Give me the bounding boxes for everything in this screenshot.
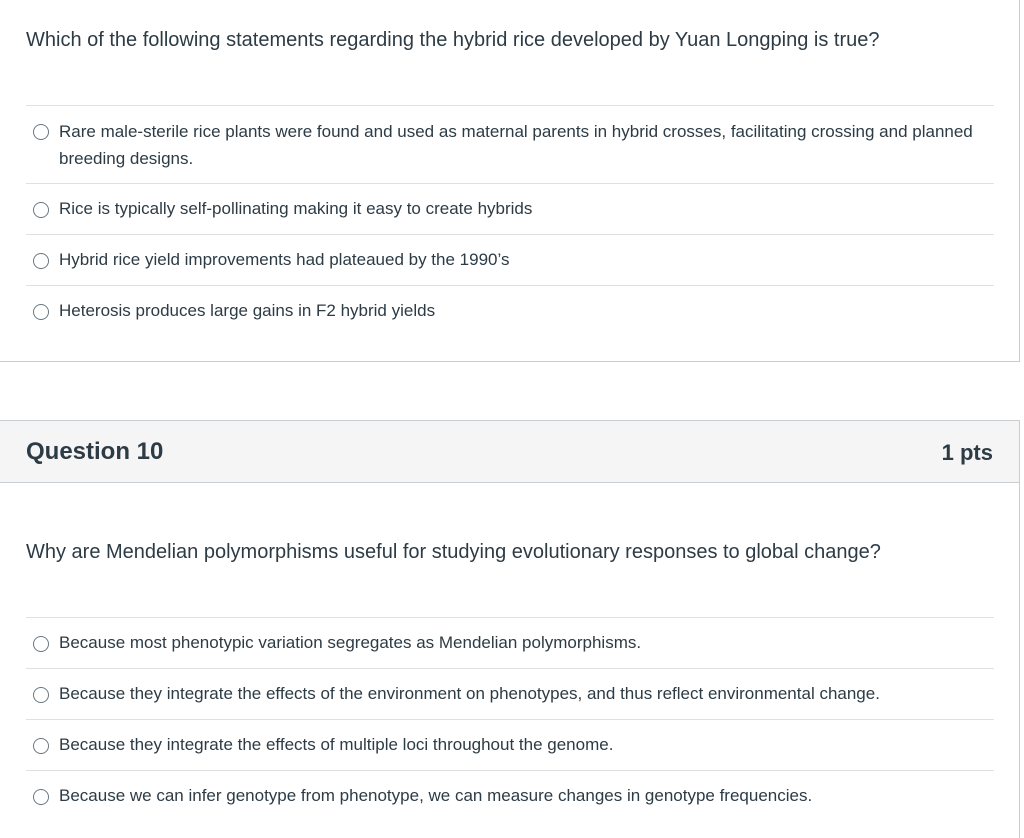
radio-button-icon[interactable] — [33, 304, 49, 320]
answer-list — [26, 105, 994, 336]
question-card-10 — [0, 420, 1020, 838]
answer-label: Rare male-sterile rice plants were found and used as maternal parents in hybrid crosses, facilitating crossing and planned breeding designs. — [59, 122, 973, 168]
answer-label: Rice is typically self-pollinating making it easy to create hybrids — [59, 199, 533, 218]
answer-option[interactable] — [26, 719, 994, 770]
question-card-previous — [0, 0, 1020, 362]
radio-button-icon[interactable] — [33, 687, 49, 703]
radio-button-icon[interactable] — [33, 789, 49, 805]
question-title: Question 10 — [26, 438, 164, 465]
radio-button-icon[interactable] — [33, 738, 49, 754]
answer-label: Because we can infer genotype from phenotype, we can measure changes in genotype frequencies. — [59, 786, 813, 805]
answer-label: Because they integrate the effects of multiple loci throughout the genome. — [59, 735, 614, 754]
answer-list — [26, 617, 994, 821]
radio-button-icon[interactable] — [33, 253, 49, 269]
question-header — [0, 421, 1019, 483]
answer-option[interactable] — [26, 105, 994, 183]
question-points: 1 pts — [941, 440, 993, 465]
answer-option[interactable] — [26, 668, 994, 719]
question-text: Which of the following statements regarding the hybrid rice developed by Yuan Longping is true? — [26, 29, 880, 51]
answer-option[interactable] — [26, 285, 994, 336]
radio-button-icon[interactable] — [33, 636, 49, 652]
question-text: Why are Mendelian polymorphisms useful for studying evolutionary responses to global change? — [26, 541, 881, 563]
answer-option[interactable] — [26, 234, 994, 285]
answer-option[interactable] — [26, 183, 994, 234]
answer-label: Hybrid rice yield improvements had plateaued by the 1990’s — [59, 250, 510, 269]
radio-button-icon[interactable] — [33, 124, 49, 140]
answer-label: Heterosis produces large gains in F2 hybrid yields — [59, 301, 436, 320]
answer-option[interactable] — [26, 770, 994, 821]
answer-option[interactable] — [26, 617, 994, 668]
radio-button-icon[interactable] — [33, 202, 49, 218]
answer-label: Because most phenotypic variation segregates as Mendelian polymorphisms. — [59, 633, 642, 652]
answer-label: Because they integrate the effects of the environment on phenotypes, and thus reflect environmental change. — [59, 684, 880, 703]
